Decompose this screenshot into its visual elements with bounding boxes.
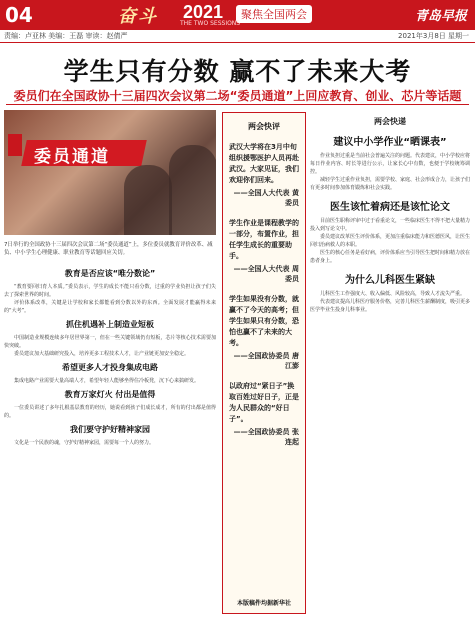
box-title: 两会快评 <box>248 122 280 131</box>
quote-text: 学生如果没有分数，就赢不了今天的高考；但学生如果只有分数，恐怕也赢不了未来的大考。 <box>229 295 299 347</box>
quote-attribution: ——全国政协委员 唐江澎 <box>233 352 299 370</box>
body-paragraph: 医生的核心任务是看好病，评价体系应当引导医生把时间和精力放在患者身上。 <box>310 250 471 264</box>
body-paragraph: 代表建议提高儿科医疗服务价格，完善儿科医生薪酬制度，吸引更多医学毕业生投身儿科事业。 <box>310 299 471 313</box>
brand-logo-text: 奋斗 <box>118 6 158 27</box>
quote-attribution: ——全国政协委员 张连起 <box>233 428 299 446</box>
quote-text: 学生作业是课程教学的一部分，布置作业，担任学生成长的重要助手。 <box>229 219 299 260</box>
meta-line <box>0 30 475 43</box>
body-paragraph: 作业负担过重是当前社会普遍关注的问题。代表建议，中小学校应将每日作业内容、时长等进行公示，让家长心中有数，也便于学校统筹调控。 <box>310 153 471 175</box>
body-paragraph: 减轻学生过重作业负担，需要学校、家庭、社会形成合力，让孩子们有更多时间参加体育锻炼和社会实践。 <box>310 177 471 191</box>
person-silhouette <box>169 145 216 235</box>
body-paragraph: 集成电路产业需要大量高端人才，希望年轻人能够坐得住冷板凳，沉下心来搞研发。 <box>14 378 200 384</box>
section-subtitle: THE TWO SESSIONS <box>180 20 241 27</box>
section-title: 为什么儿科医生紧缺 <box>345 275 435 286</box>
section-title: 希望更多人才投身集成电路 <box>62 363 158 372</box>
quote-text: 以政府过“紧日子”换取百姓过好日子，正是为人民群众的“好日子”。 <box>229 382 299 423</box>
body-paragraph: 目前医生职称评审中过于看重论文，一些临床医生不得不把大量精力投入到写论文中。 <box>310 218 471 232</box>
body-paragraph: 中国制造业规模连续多年居世界第一，但在一些关键领域仍有短板，芯片等核心技术需要加快突破。 <box>4 335 216 349</box>
article-left-column <box>4 264 216 447</box>
body-paragraph: 委员建议加大基础研究投入，培养更多工程技术人才，让产业链更加安全稳定。 <box>14 351 190 357</box>
article-right-column <box>310 110 470 314</box>
person-silhouette <box>124 165 172 235</box>
year-label: 2021 <box>183 2 224 22</box>
editor-line: 责编：卢亚林 美编：王磊 审读：赵倩严 <box>4 32 128 40</box>
headline: 学生只有分数 赢不了未来大考 <box>63 57 412 86</box>
quote-list <box>223 142 305 447</box>
divider <box>6 104 469 105</box>
box-footer: 本版稿件均据新华社 <box>236 600 291 607</box>
page-number: 04 <box>5 3 33 27</box>
news-photo <box>4 110 216 235</box>
section-title: 抓住机遇补上制造业短板 <box>66 320 154 329</box>
section-title: 我们要守护好精神家园 <box>70 425 150 434</box>
section-title: 两会快递 <box>374 117 406 126</box>
body-paragraph: 儿科医生工作强度大、收入偏低、风险较高，导致人才流失严重。 <box>320 291 466 297</box>
paper-name: 青岛早报 <box>414 9 467 24</box>
quote-attribution: ——全国人大代表 黄委员 <box>233 189 299 207</box>
photo-banner-text: 委员通道 <box>34 147 110 167</box>
quote-attribution: ——全国人大代表 周委员 <box>233 265 299 283</box>
lede-paragraph: 7日举行的全国政协十三届四次会议第二场“委员通道”上，多位委员就教育评价改革、减负、中小学生心理健康、职业教育等话题回应关切。 <box>4 242 213 257</box>
section-title: 教育万家灯火 付出是值得 <box>64 390 156 399</box>
body-paragraph: 一位委员讲述了多年扎根基层教育的经历，她说看到孩子们成长成才，所有的付出都是值得的。 <box>4 405 216 419</box>
subheadline: 委员们在全国政协十三届四次会议第二场“委员通道”上回应教育、创业、芯片等话题 <box>13 89 462 103</box>
section-title: 教育是否应该“唯分数论” <box>64 269 156 278</box>
body-paragraph: 文化是一个民族的魂，守护好精神家园，需要每一个人的努力。 <box>14 440 155 446</box>
section-title: 建议中小学作业“晒课表” <box>333 137 447 148</box>
body-paragraph: “教育要回归育人本质。”委员表示，学生的成长不能只看分数，过重的学业负担让孩子们失去了探索世界的时间。 <box>4 284 216 298</box>
body-paragraph: 评价体系改革，关键是让学校和家长都能看到分数以外的东西。全面发展才能赢得未来的“大考”。 <box>4 300 216 314</box>
body-paragraph: 委员建议改革医生评价体系，更加注重临床能力和医德医风，让医生回归治病救人的本职。 <box>310 234 471 248</box>
masthead <box>0 0 475 30</box>
comment-box <box>222 112 306 614</box>
flag-shape <box>8 134 22 156</box>
section-tag: 聚焦全国两会 <box>236 5 312 23</box>
section-title: 医生该忙着病还是该忙论文 <box>330 202 450 213</box>
issue-date: 2021年3月8日 星期一 <box>398 32 469 40</box>
quote-text: 武汉大学将在3月中旬组织援鄂医护人员再赴武汉。大家见证，我们欢迎你们回来。 <box>229 143 299 184</box>
